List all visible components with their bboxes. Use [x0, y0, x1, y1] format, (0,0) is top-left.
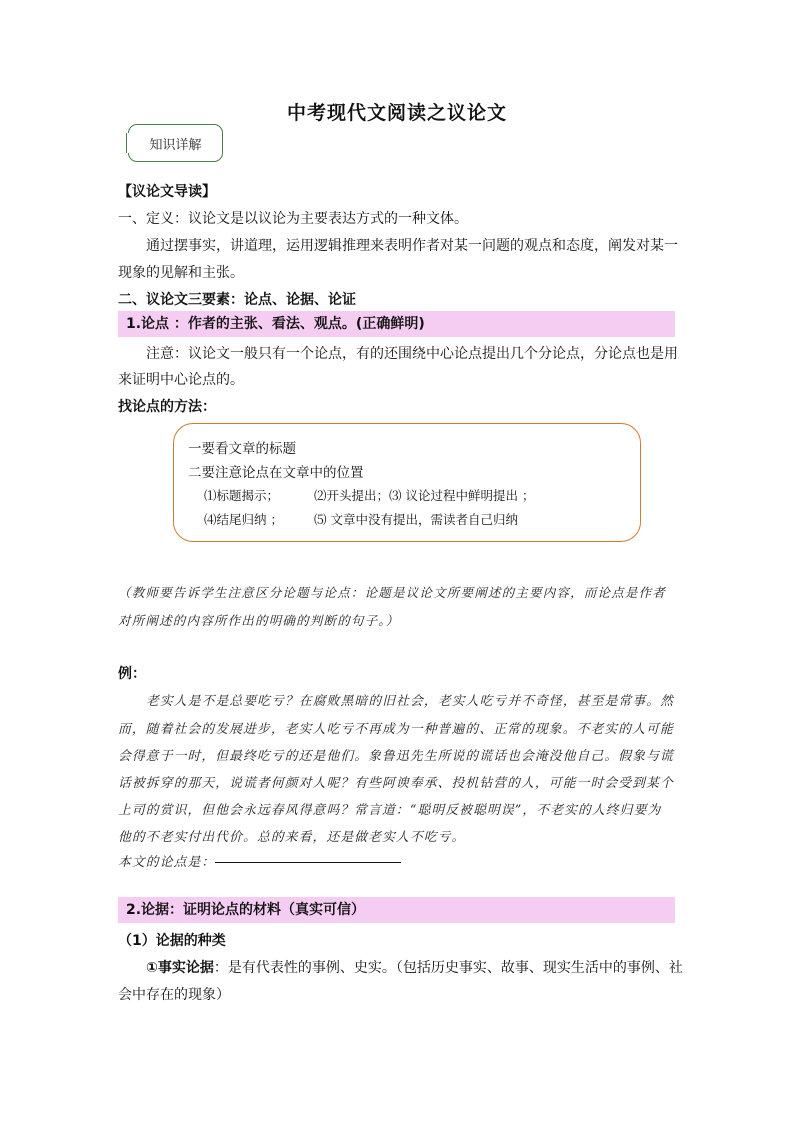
teacher-note-line-1: （教师要告诉学生注意区分论题与论点：论题是议论文所要阐述的主要内容，而论点是作者 — [118, 585, 667, 600]
page-title: 中考现代文阅读之议论文 — [286, 102, 507, 124]
method-line-3b: ⑵开头提出；⑶ 议论过程中鲜明提出 ； — [314, 488, 535, 503]
evidence-types-heading: （1）论据的种类 — [118, 933, 226, 949]
fact-evidence-desc: ：是有代表性的事例、史实。（包括历史事实、故事、现实生活中的事例、社 — [213, 960, 683, 976]
three-elements-heading: 二、议论文三要素：论点、论据、论证 — [118, 292, 356, 308]
example-line-3: 会得意于一时，但最终吃亏的还是他们。象鲁迅先生所说的谎话也会淹没他自己。假象与谎 — [118, 749, 674, 764]
example-line-2: 而，随着社会的发展进步，老实人吃亏不再成为一种普遍的、正常的现象。不老实的人可能 — [118, 722, 674, 737]
section-tag — [128, 124, 223, 162]
example-line-5: 上司的赏识，但他会永远春风得意吗？常言道：“聪明反被聪明误”，不老实的人终归要为 — [118, 803, 662, 818]
example-line-6: 他的不老实付出代价。总的来看，还是做老实人不吃亏。 — [118, 830, 466, 845]
method-line-4a: ⑷结尾归纳 ； — [204, 512, 283, 527]
teacher-note-line-2: 对所阐述的内容所作出的明确的判断的句子。） — [118, 613, 400, 628]
evidence-bar: 2.论据：证明论点的材料（真实可信） — [118, 897, 675, 923]
method-line-3a: ⑴标题揭示； — [204, 488, 280, 503]
note-line-1: 注意：议论文一般只有一个论点，有的还围绕中心论点提出几个分论点，分论点也是用 — [146, 346, 678, 362]
intro-heading: 【议论文导读】 — [118, 184, 216, 200]
example-label: 例： — [118, 666, 146, 682]
method-line-2: 二要注意论点在文章中的位置 — [188, 465, 364, 481]
argument-bar: 1.论点 ：作者的主张、看法、观点。(正确鲜明) — [118, 311, 675, 337]
definition-paragraph-line-1: 通过摆事实，讲道理，运用逻辑推理来表明作者对某一问题的观点和态度，阐发对某一 — [146, 238, 678, 254]
method-box — [173, 423, 641, 542]
example-line-1: 老实人是不是总要吃亏？在腐败黑暗的旧社会，老实人吃亏并不奇怪，甚至是常事。然 — [146, 694, 675, 709]
method-heading: 找论点的方法： — [118, 399, 216, 415]
fact-evidence-line-2: 会中存在的现象） — [118, 987, 230, 1003]
section-tag-label: 知识详解 — [149, 137, 202, 153]
definition-line: 一、定义：议论文是以议论为主要表达方式的一种文体。 — [118, 211, 468, 227]
note-line-2: 来证明中心论点的。 — [118, 372, 244, 388]
fact-evidence-line-1 — [146, 958, 683, 978]
method-line-1: 一要看文章的标题 — [188, 441, 296, 457]
fact-evidence-term: ①事实论据 — [146, 960, 214, 976]
answer-blank[interactable] — [215, 862, 401, 863]
method-line-4b: ⑸ 文章中没有提出，需读者自己归纳 — [314, 512, 518, 527]
example-line-4: 话被拆穿的那天，说谎者何颜对人呢？有些阿谀奉承、投机钻营的人，可能一时会受到某个 — [118, 776, 674, 791]
answer-label: 本文的论点是： — [118, 855, 216, 870]
definition-paragraph-line-2: 现象的见解和主张。 — [118, 265, 244, 281]
